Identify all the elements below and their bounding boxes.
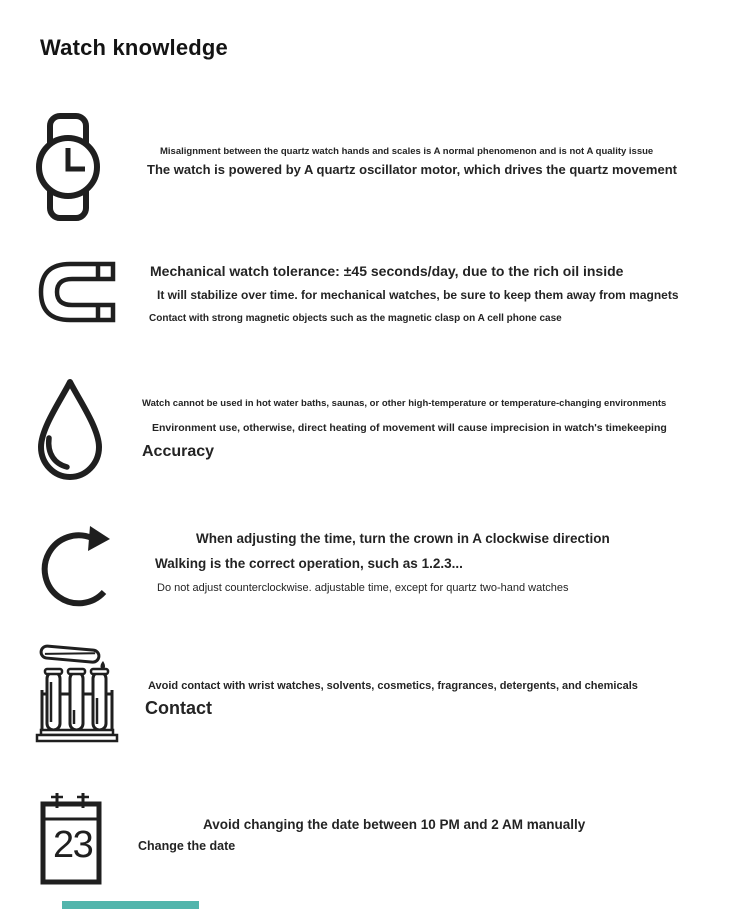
test-tubes-icon: [35, 642, 119, 744]
section-headline: The watch is powered by A quartz oscillator motor, which drives the quartz movement: [147, 162, 677, 177]
clockwise-arrow-icon: [40, 524, 116, 608]
section-subline: Environment use, otherwise, direct heating of movement will cause imprecision in watch's timekeeping: [152, 422, 667, 434]
section-subline: It will stabilize over time. for mechanical watches, be sure to keep them away from magnets: [157, 288, 679, 302]
section-headline: When adjusting the time, turn the crown in A clockwise direction: [196, 531, 610, 546]
water-drop-icon: [33, 376, 107, 480]
section-subline: Avoid contact with wrist watches, solvents, cosmetics, fragrances, detergents, and chemicals: [148, 680, 638, 692]
section-heading: Accuracy: [142, 443, 215, 460]
section-headline: Avoid changing the date between 10 PM and 2 AM manually: [203, 817, 586, 832]
section-subline: Change the date: [138, 839, 236, 853]
section-note: Watch cannot be used in hot water baths, saunas, or other high-temperature or temperature-changing environments: [142, 398, 667, 409]
section-headline: Mechanical watch tolerance: ±45 seconds/day, due to the rich oil inside: [150, 263, 624, 279]
section-subline: Walking is the correct operation, such as 1.2.3...: [155, 556, 463, 571]
section-note: Misalignment between the quartz watch hands and scales is A normal phenomenon and is not A quality issue: [160, 146, 654, 157]
bottom-accent-bar: [62, 901, 199, 909]
wristwatch-icon: [35, 112, 101, 222]
magnet-icon: [36, 260, 116, 324]
section-heading: Contact: [145, 698, 212, 718]
page-title: Watch knowledge: [40, 35, 228, 60]
section-note: Do not adjust counterclockwise. adjustable time, except for quartz two-hand watches: [157, 582, 569, 594]
section-note: Contact with strong magnetic objects such as the magnetic clasp on A cell phone case: [149, 313, 562, 324]
calendar-day-number: 23: [53, 824, 93, 866]
